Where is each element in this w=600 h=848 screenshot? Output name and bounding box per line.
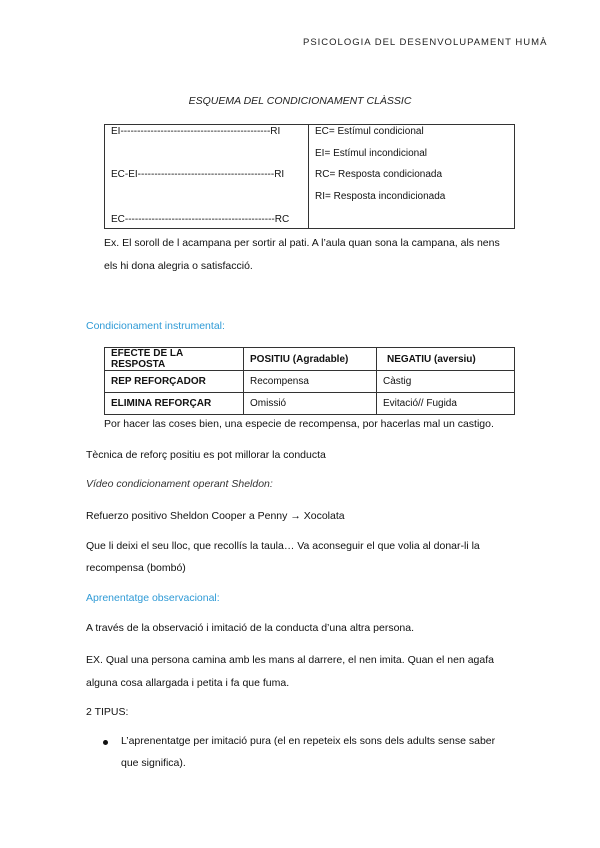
observational-definition: A través de la observació i imitació de la conducta d’una altra persona. bbox=[86, 622, 415, 634]
scheme-right-cell bbox=[309, 125, 515, 229]
sheldon-example-prefix: Refuerzo positivo Sheldon Cooper a Penny bbox=[86, 510, 288, 522]
instrumental-para-line2: recompensa (bombó) bbox=[86, 562, 186, 574]
observational-example-line2: alguna cosa allargada i petita i fa que fuma. bbox=[86, 677, 290, 689]
bullet-icon bbox=[103, 740, 108, 745]
table-cell: Càstig bbox=[377, 371, 515, 393]
table-cell: Evitació// Fugida bbox=[377, 393, 515, 415]
table-header-cell: POSITIU (Agradable) bbox=[244, 348, 377, 371]
observational-example-line1: EX. Qual una persona camina amb les mans al darrere, el nen imita. Quan el nen agafa bbox=[86, 654, 494, 666]
sheldon-example bbox=[86, 510, 345, 522]
table-cell: REP REFORÇADOR bbox=[105, 371, 244, 393]
scheme-line-ecei-ri: EC-EI-----------------------------------------RI bbox=[111, 169, 285, 180]
bullet-line1: L’aprenentatge per imitació pura (el en repeteix els sons dels adults sense saber bbox=[121, 735, 496, 747]
table-header-row bbox=[105, 348, 515, 371]
table-header-cell: NEGATIU (aversiu) bbox=[377, 348, 515, 371]
table-header-cell: EFECTE DE LA RESPOSTA bbox=[105, 348, 244, 371]
running-header: PSICOLOGIA DEL DESENVOLUPAMENT HUMÀ bbox=[303, 37, 548, 48]
definition-ec: EC= Estímul condicional bbox=[315, 126, 424, 137]
instrumental-para-line1: Que li deixi el seu lloc, que recollís la taula… Va aconseguir el que volia al donar-li la bbox=[86, 540, 480, 552]
video-reference: Vídeo condicionament operant Sheldon: bbox=[86, 478, 273, 490]
types-label: 2 TIPUS: bbox=[86, 706, 129, 718]
definition-ri: RI= Resposta incondicionada bbox=[315, 191, 446, 202]
scheme-example-line1: Ex. El soroll de l acampana per sortir al pati. A l’aula quan sona la campana, als nens bbox=[104, 237, 500, 249]
definition-ei: EI= Estímul incondicional bbox=[315, 148, 428, 159]
instrumental-heading: Condicionament instrumental: bbox=[86, 320, 225, 332]
instrumental-table bbox=[104, 347, 515, 415]
sheldon-example-suffix: Xocolata bbox=[303, 510, 345, 522]
instrumental-note: Por hacer las coses bien, una especie de recompensa, por hacerlas mal un castigo. bbox=[104, 418, 494, 430]
scheme-left-cell bbox=[105, 125, 309, 229]
table-cell: Omissió bbox=[244, 393, 377, 415]
technique-text: Tècnica de reforç positiu es pot millorar la conducta bbox=[86, 449, 326, 461]
table-cell: Recompensa bbox=[244, 371, 377, 393]
table-row bbox=[105, 393, 515, 415]
observational-heading: Aprenentatge observacional: bbox=[86, 592, 220, 604]
scheme-example-line2: els hi dona alegria o satisfacció. bbox=[104, 260, 253, 272]
definition-rc: RC= Resposta condicionada bbox=[315, 169, 443, 180]
bullet-line2: que significa). bbox=[121, 757, 186, 769]
scheme-line-ei-ri: EI---------------------------------------------RI bbox=[111, 126, 281, 137]
table-row bbox=[105, 371, 515, 393]
classical-conditioning-table bbox=[104, 124, 515, 229]
right-arrow-icon: → bbox=[290, 510, 301, 522]
scheme-line-ec-rc: EC---------------------------------------------RC bbox=[111, 214, 290, 225]
scheme-title: ESQUEMA DEL CONDICIONAMENT CLÀSSIC bbox=[188, 95, 412, 107]
table-cell: ELIMINA REFORÇAR bbox=[105, 393, 244, 415]
